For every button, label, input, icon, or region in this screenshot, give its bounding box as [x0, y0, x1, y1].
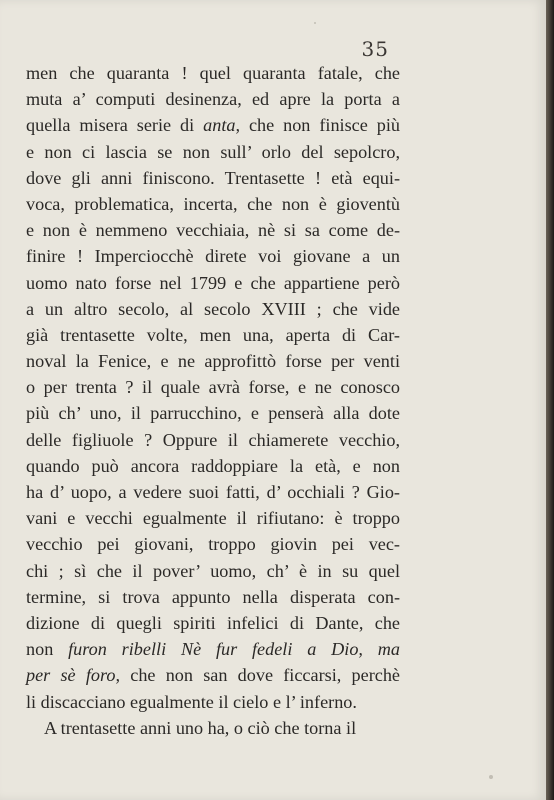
text-line [26, 400, 400, 426]
text-segment: quella misera serie di [26, 115, 204, 136]
text-line [26, 322, 400, 348]
text-segment: che non san dove ficcarsi, perchè [120, 665, 400, 686]
text-line [26, 505, 400, 531]
text-segment: finire ! Imperciocchè direte voi giovane a un [26, 246, 400, 267]
text-segment: e non è nemmeno vecchiaia, nè si sa come de- [26, 220, 400, 241]
body-text [26, 60, 400, 741]
text-line [26, 636, 400, 662]
text-segment: men che quaranta ! quel quaranta fatale, che [26, 63, 400, 83]
text-line [26, 165, 400, 191]
text-segment: noval la Fenice, e ne approfittò forse per venti [26, 351, 400, 372]
text-segment: più ch’ uno, il parrucchino, e penserà alla dote [26, 403, 400, 424]
text-line [26, 243, 400, 269]
text-line [26, 139, 400, 165]
text-line [26, 479, 400, 505]
text-line [26, 584, 400, 610]
text-line [26, 296, 400, 322]
text-line [26, 374, 400, 400]
text-line [26, 689, 400, 715]
text-segment: a un altro secolo, al secolo XVIII ; che vide [26, 298, 400, 319]
text-line [26, 191, 400, 217]
text-segment: dove gli anni finiscono. Trentasette ! età equi- [26, 167, 400, 188]
text-line [26, 610, 400, 636]
text-segment: dizione di quegli spiriti infelici di Dante, che [26, 612, 400, 633]
text-segment: A trentasette anni uno ha, o ciò che torna il [44, 717, 357, 738]
text-segment: non [26, 639, 69, 660]
text-segment: già trentasette volte, men una, aperta di Car- [26, 324, 400, 345]
paper-spot [314, 22, 316, 24]
italic-text: per sè foro, [26, 665, 121, 686]
italic-text: anta, [203, 115, 241, 136]
text-segment: delle figliuole ? Oppure il chiamerete vecchio, [26, 429, 400, 450]
text-segment: muta a’ computi desinenza, ed apre la porta a [26, 89, 400, 110]
text-line [26, 558, 400, 584]
page-number: 35 [361, 37, 389, 61]
text-line [26, 270, 400, 296]
text-line [26, 715, 400, 741]
text-segment: li discacciano egualmente il cielo e l’ inferno. [26, 691, 357, 712]
italic-text: furon ribelli Nè fur fedeli a Dio, ma [68, 639, 401, 660]
text-segment: o per trenta ? il quale avrà forse, e ne conosco [26, 377, 400, 398]
text-line [26, 531, 400, 557]
text-line [26, 112, 400, 138]
text-segment: uomo nato forse nel 1799 e che appartiene però [26, 272, 400, 293]
text-segment: che non finisce più [240, 115, 400, 136]
text-segment: e non ci lascia se non sull’ orlo del sepolcro, [26, 141, 400, 162]
text-segment: chi ; sì che il pover’ uomo, ch’ è in su quel [26, 560, 400, 581]
page-edge-shadow [546, 0, 554, 800]
text-segment: voca, problematica, incerta, che non è gioventù [26, 193, 400, 214]
paper-spot [198, 704, 200, 706]
text-segment: vecchio pei giovani, troppo giovin pei vec- [26, 534, 400, 555]
text-line [26, 348, 400, 374]
text-segment: quando può ancora raddoppiare la età, e non [26, 455, 400, 476]
text-line [26, 86, 400, 112]
text-line [26, 427, 400, 453]
text-segment: ha d’ uopo, a vedere suoi fatti, d’ occhiali ? Gio- [26, 482, 400, 502]
paper-spot [489, 775, 493, 779]
text-segment: vani e vecchi egualmente il rifiutano: è troppo [26, 508, 400, 529]
text-segment: termine, si trova appunto nella disperata con- [26, 586, 400, 607]
text-line [26, 662, 400, 688]
text-line [26, 217, 400, 243]
text-line [26, 453, 400, 479]
text-line [26, 60, 400, 86]
